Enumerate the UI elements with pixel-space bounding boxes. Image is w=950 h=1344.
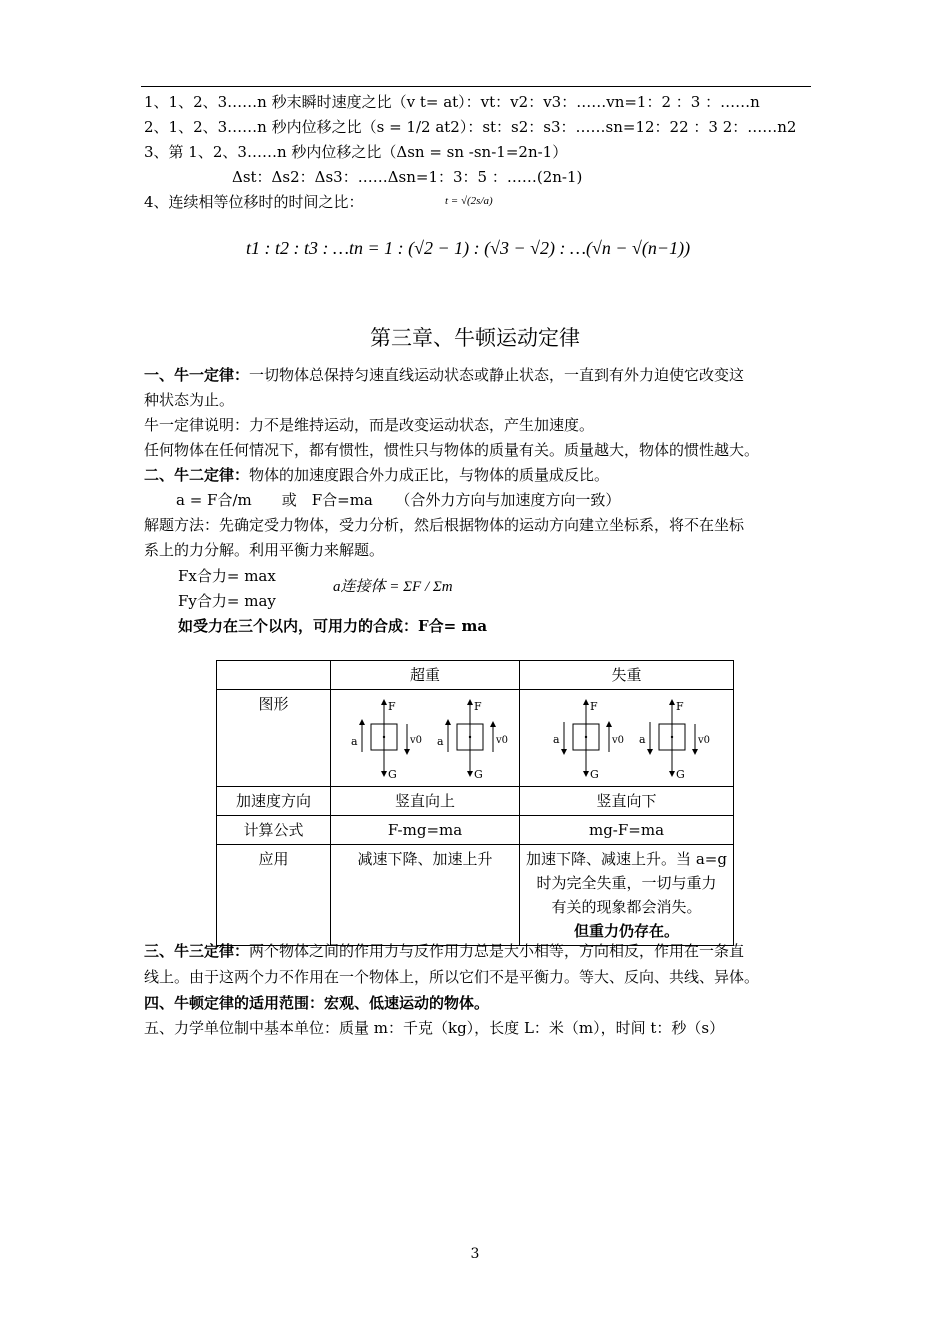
row-label-figure: 图形: [217, 690, 331, 787]
weightlessness-app-line1: 加速下降、减速上升。当 a=g: [526, 850, 727, 868]
gravity-G-label: G: [675, 768, 685, 781]
accel-a-label: a: [351, 735, 358, 748]
force-F-label: F: [474, 700, 482, 713]
acceleration-row: [217, 787, 734, 816]
connected-body-formula: a连接体 = ΣF / Σm: [333, 579, 453, 595]
weightlessness-app-line2: 时为完全失重，一切与重力: [536, 874, 717, 892]
row-label-formula: 计算公式: [217, 816, 331, 845]
overweight-formula: F-mg=ma: [331, 816, 520, 845]
weightlessness-formula: mg-F=ma: [520, 816, 734, 845]
time-formula: t = √(2s/a): [445, 195, 493, 207]
time-ratio-formula: t1 : t2 : t3 : …tn = 1 : (√2 − 1) : (√3 − √2) : …(√n − √(n−1)): [246, 238, 691, 258]
accel-a-label: a: [552, 733, 560, 746]
velocity-v0-label: v0: [496, 735, 509, 746]
accel-a-label: a: [437, 735, 444, 748]
force-composition-tip: 如受力在三个以内，可用力的合成：F合= ma: [178, 617, 488, 635]
overweight-force-diagram: [335, 692, 515, 784]
overweight-weightlessness-table: [216, 660, 734, 946]
nth-second-displacement-line: 3、第 1、2、3……n 秒内位移之比（Δsn = sn -sn-1=2n-1）: [144, 143, 568, 161]
third-law-text-cont: 线上。由于这两个力不作用在一个物体上，所以它们不是平衡力。等大、反向、共线、异体。: [144, 968, 760, 986]
first-law-line: [144, 365, 744, 385]
figure-row: [217, 690, 734, 787]
header-rule: [141, 86, 811, 87]
third-law-text: 两个物体之间的作用力与反作用力总是大小相等，方向相反，作用在一条直: [249, 942, 745, 960]
nth-second-displacement-ratio: Δst：Δs2：Δs3：……Δsn=1：3：5 ：……(2n-1): [232, 168, 583, 186]
first-law-heading: 一、牛一定律：: [144, 366, 250, 384]
units-line: 五、力学单位制中基本单位：质量 m：千克（kg），长度 L：米（m），时间 t：秒（s）: [144, 1019, 725, 1037]
gravity-G-label: G: [589, 768, 599, 781]
overweight-block-2: [437, 700, 508, 781]
application-row: [217, 845, 734, 946]
weightlessness-application: [520, 845, 734, 946]
header-weightlessness: 失重: [520, 661, 734, 690]
velocity-v0-label: v0: [697, 735, 710, 746]
third-law-heading: 三、牛三定律：: [144, 942, 250, 960]
second-law-text: 物体的加速度跟合外力成正比，与物体的质量成反比。: [249, 466, 610, 484]
formula-row: [217, 816, 734, 845]
second-law-heading: 二、牛二定律：: [144, 466, 250, 484]
velocity-v0-label: v0: [611, 735, 624, 746]
fy-formula: Fy合力= may: [178, 592, 276, 610]
gravity-G-label: G: [474, 768, 483, 781]
inertia-note: 任何物体在任何情况下，都有惯性，惯性只与物体的质量有关。质量越大，物体的惯性越大。: [144, 441, 760, 459]
gravity-G-label: G: [388, 768, 397, 781]
accel-a-label: a: [638, 733, 646, 746]
weightlessness-figures: [520, 690, 734, 787]
header-overweight: 超重: [331, 661, 520, 690]
fx-formula: Fx合力= max: [178, 567, 276, 585]
row-label-application: 应用: [217, 845, 331, 946]
weightlessness-block-2: [639, 700, 710, 781]
chapter-title: 第三章、牛顿运动定律: [370, 326, 580, 350]
overweight-block-1: [351, 700, 422, 781]
force-F-label: F: [388, 700, 396, 713]
second-law-line: [144, 465, 609, 485]
overweight-acceleration: 竖直向上: [331, 787, 520, 816]
first-law-note: 牛一定律说明：力不是维持运动，而是改变运动状态，产生加速度。: [144, 416, 595, 434]
displacement-ratio-line: 2、1、2、3……n 秒内位移之比（s = 1/2 at2）：st：s2：s3：……sn=12：22 ：3 2：……n2: [144, 118, 797, 136]
page-number: 3: [470, 1246, 480, 1262]
third-law-line: [144, 941, 744, 961]
solving-method: 解题方法：先确定受力物体，受力分析，然后根据物体的运动方向建立坐标系，将不在坐标: [144, 516, 745, 534]
weightlessness-acceleration: 竖直向下: [520, 787, 734, 816]
scope-line: 四、牛顿定律的适用范围：宏观、低速运动的物体。: [144, 994, 490, 1012]
velocity-ratio-line: 1、1、2、3……n 秒末瞬时速度之比（v t= at）：vt：v2：v3：……vn=1：2 ：3 ：……n: [144, 93, 760, 111]
table-header-row: [217, 661, 734, 690]
overweight-application: 减速下降、加速上升: [331, 845, 520, 946]
solving-method-cont: 系上的力分解。利用平衡力来解题。: [144, 541, 385, 559]
first-law-text: 一切物体总保持匀速直线运动状态或静止状态，一直到有外力迫使它改变这: [249, 366, 745, 384]
row-label-acceleration: 加速度方向: [217, 787, 331, 816]
force-F-label: F: [589, 700, 598, 713]
overweight-figures: [331, 690, 520, 787]
weightlessness-app-line4: 但重力仍存在。: [573, 922, 679, 940]
weightlessness-block-1: [553, 700, 624, 781]
equal-displacement-time-line: 4、连续相等位移时的时间之比：: [144, 193, 364, 211]
weightlessness-app-line3: 有关的现象都会消失。: [551, 898, 702, 916]
velocity-v0-label: v0: [410, 735, 423, 746]
second-law-formula: a = F合/m 或 F合=ma （合外力方向与加速度方向一致）: [176, 491, 621, 509]
weightlessness-force-diagram: [537, 692, 717, 784]
force-F-label: F: [675, 700, 684, 713]
first-law-text-cont: 种状态为止。: [144, 391, 235, 409]
